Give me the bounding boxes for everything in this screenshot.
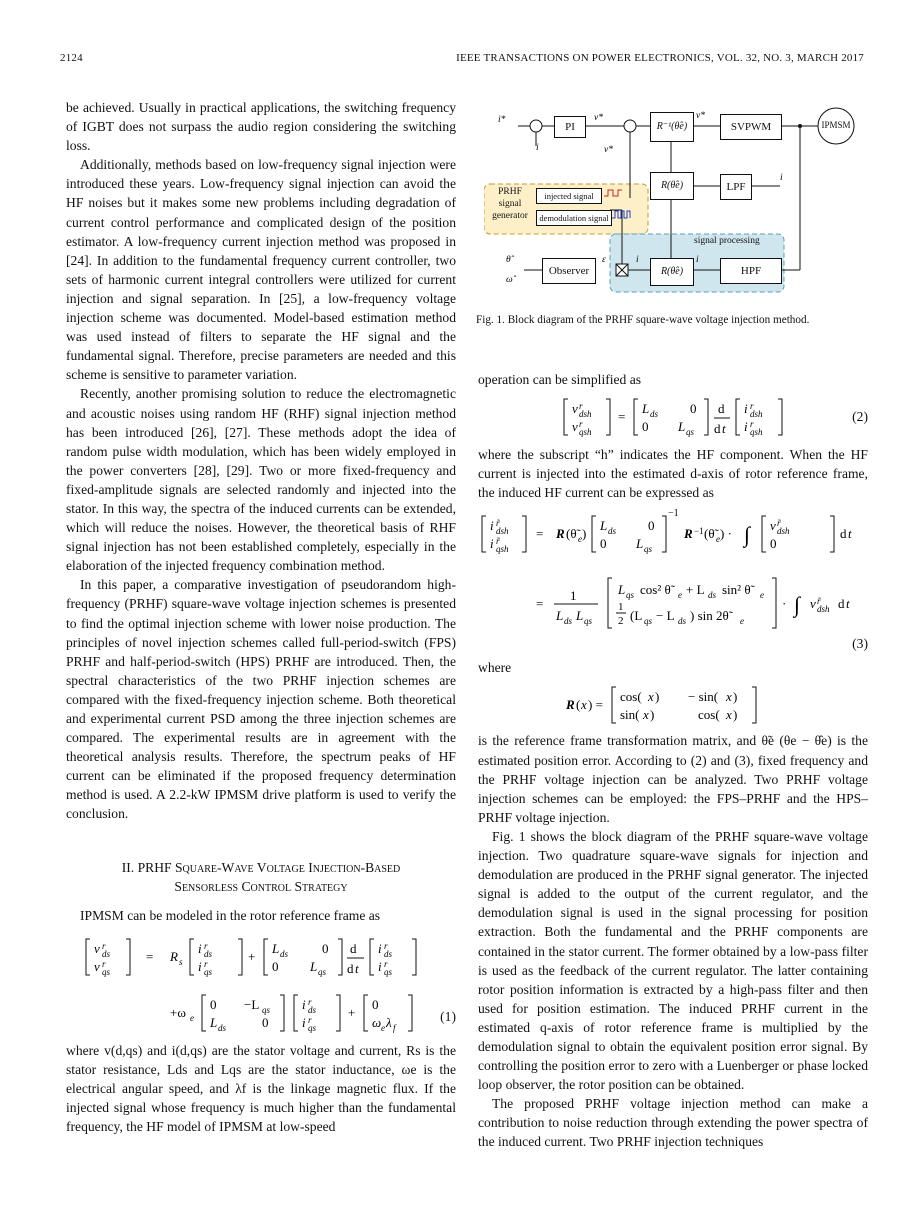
svg-text:): ) [650, 707, 655, 723]
svg-text:r: r [204, 940, 208, 951]
equation-2-graphic [478, 393, 808, 439]
svg-text:− sin(: − sin( [688, 689, 719, 705]
svg-text:∫: ∫ [794, 592, 801, 618]
svg-text:sin(: sin( [620, 707, 640, 723]
svg-text:r: r [102, 940, 106, 951]
svg-text:x: x [726, 689, 732, 705]
svg-text:R: R [566, 697, 575, 713]
lpf-block: LPF [720, 174, 752, 200]
svg-text:qsh: qsh [496, 544, 509, 555]
svg-text:x: x [726, 707, 732, 723]
svg-text:r: r [579, 401, 583, 412]
figure-1 [484, 100, 868, 296]
svg-text:x: x [581, 697, 587, 713]
r-block-lower: R(θ̂e) [650, 258, 694, 286]
svpwm-block: SVPWM [720, 114, 782, 140]
svg-text:r: r [308, 1014, 312, 1025]
svg-text:r̃: r̃ [817, 596, 821, 607]
svg-text:(θ̃: (θ̃ [566, 526, 577, 542]
svg-text:i: i [636, 255, 639, 265]
svg-text:dsh: dsh [579, 409, 592, 420]
svg-text:ds: ds [650, 409, 659, 420]
paragraph: IPMSM can be modeled in the rotor reference frame as [80, 907, 381, 923]
svg-text:dsh: dsh [777, 526, 790, 537]
svg-text:0: 0 [642, 419, 649, 435]
equation-3 [478, 506, 868, 654]
svg-text:+ω: +ω [170, 1004, 186, 1020]
svg-text:qs: qs [644, 616, 653, 627]
section-heading: II. PRHF Square-Wave Voltage Injection-Based Sensorless Control Strategy [121, 859, 401, 894]
svg-text:λ: λ [386, 1014, 392, 1030]
svg-text:i: i [302, 996, 306, 1012]
r-block-middle: R(θ̂e) [650, 172, 694, 200]
svg-text:): ) [733, 689, 738, 705]
paragraph: be achieved. Usually in practical applications, the switching frequency of IGBT does not surpass the audio region considering the switching loss. [66, 100, 456, 154]
svg-text:0: 0 [600, 536, 607, 552]
svg-text:) sin 2θ̃: ) sin 2θ̃ [690, 608, 729, 624]
svg-text:ε: ε [602, 255, 606, 265]
svg-text:i: i [744, 401, 748, 417]
svg-text:v: v [94, 958, 100, 974]
svg-text:e: e [760, 590, 764, 601]
svg-text:e: e [678, 590, 682, 601]
svg-text:t: t [722, 421, 726, 437]
svg-text:qs: qs [102, 966, 111, 977]
svg-text:ω̂: ω̂ [506, 275, 513, 285]
demodulation-signal-box: demodulation signal [536, 210, 612, 226]
svg-text:v: v [572, 401, 578, 417]
svg-text:r: r [384, 958, 388, 969]
svg-text:ds: ds [204, 948, 213, 959]
svg-text:sin² θ̃: sin² θ̃ [722, 582, 751, 598]
svg-text:ds: ds [384, 948, 393, 959]
svg-text:r̃: r̃ [496, 518, 500, 529]
svg-text:qsh: qsh [750, 427, 763, 438]
svg-text:θ̂: θ̂ [506, 255, 511, 265]
svg-text:t: t [846, 596, 850, 612]
svg-text:ds: ds [102, 948, 111, 959]
svg-text:x: x [643, 707, 649, 723]
svg-text:=: = [146, 948, 154, 964]
svg-text:): ) [733, 707, 738, 723]
svg-text:0: 0 [210, 996, 217, 1012]
svg-text:e: e [740, 616, 744, 627]
svg-text:=: = [536, 526, 544, 542]
equation-r [478, 681, 868, 727]
svg-text:ds: ds [608, 526, 617, 537]
svg-text:e: e [381, 1022, 385, 1033]
svg-text:R: R [170, 948, 178, 964]
svg-text:qs: qs [318, 966, 327, 977]
svg-text:+: + [248, 948, 256, 964]
svg-text:v: v [94, 940, 100, 956]
svg-text:v: v [770, 518, 776, 534]
svg-text:ds: ds [308, 1004, 317, 1015]
svg-text:r: r [750, 401, 754, 412]
injected-signal-box: injected signal [536, 188, 602, 204]
svg-text:(L: (L [630, 608, 643, 624]
svg-text:1: 1 [618, 601, 624, 614]
svg-text:ds: ds [678, 616, 687, 627]
svg-text:e: e [190, 1012, 194, 1023]
svg-text:r: r [204, 958, 208, 969]
paragraph: Recently, another promising solution to reduce the electromagnetic and acoustic noises using random HF (RHF) signal injection method has been introduced [26], [27]. These methods adopt the idea of random pulse width modulation, which has been widely employed in the power converters [28], [29]. Two or more fixed-frequency and fixed-amplitude signals are selected randomly and injected into the stator. In this way, the spectra of the induced currents can be extended, which will reduce the noises. However, the theoretical basis of RHF signal injection has not been established completely, especially in the elaboration of the injected frequency combination method. [66, 386, 456, 574]
svg-text:0: 0 [272, 958, 279, 974]
svg-text:L: L [600, 518, 608, 534]
equation-1-graphic [66, 931, 456, 1037]
svg-text:r̃: r̃ [777, 518, 781, 529]
svg-text:1: 1 [570, 588, 577, 604]
svg-text:− L: − L [656, 608, 675, 624]
svg-text:i: i [378, 940, 382, 956]
svg-text:v: v [810, 596, 816, 612]
svg-text:L: L [310, 958, 318, 974]
svg-text:t: t [848, 526, 852, 542]
svg-text:d: d [347, 960, 354, 976]
svg-text:qs: qs [204, 966, 213, 977]
observer-block: Observer [542, 258, 596, 284]
svg-text:qs: qs [308, 1022, 317, 1033]
svg-text:qs: qs [384, 966, 393, 977]
paragraph: Additionally, methods based on low-frequency signal injection were introduced these years. Low-frequency signal injection can avoid the HF noises but it makes some new problems including degradation of current control performance and complicated design of the position estimator. A low-frequency current injection method was proposed in [24]. In addition to the fundamental frequency current controller, two sets of harmonic current integral controllers were utilized for current injection and signal separation. In [25], a low-frequency voltage injection scheme was documented. Model-based estimation method was used instead of filters to separate the HF signal and the fundamental signal. Therefore, precise parameters are needed and this scheme is sensitive to parameter variation. [66, 157, 456, 383]
svg-text:f: f [393, 1022, 396, 1033]
page-number: 2124 [60, 52, 83, 64]
svg-text:i: i [780, 173, 783, 183]
svg-text:0: 0 [262, 1014, 269, 1030]
svg-text:0: 0 [322, 940, 329, 956]
paragraph: where the subscript “h” indicates the HF component. When the HF current is injected into the estimated d-axis of rotor reference frame, the induced HF current can be expressed as [478, 447, 868, 501]
ipmsm-label: IPMSM [821, 120, 851, 130]
svg-text:ω: ω [372, 1014, 382, 1030]
svg-text:v*: v* [594, 113, 603, 123]
svg-text:) ·: ) · [720, 526, 732, 542]
paragraph: where [478, 660, 512, 676]
svg-text:d: d [838, 596, 845, 612]
hpf-block: HPF [720, 258, 782, 284]
svg-text:i: i [696, 255, 699, 265]
svg-text:i*: i* [498, 115, 506, 125]
svg-text:v*: v* [604, 145, 613, 155]
svg-text:qs: qs [644, 544, 653, 555]
paragraph: The proposed PRHF voltage injection method can make a contribution to noise reduction through extending the power spectra of the induced current. Two PRHF injection techniques [478, 1096, 868, 1150]
svg-text:−1: −1 [694, 526, 704, 537]
svg-text:cos(: cos( [620, 689, 642, 705]
svg-text:r: r [579, 419, 583, 430]
pi-block: PI [554, 116, 586, 138]
svg-text:L: L [272, 940, 280, 956]
equation-number: (1) [440, 1008, 456, 1024]
svg-text:e: e [716, 534, 720, 545]
svg-text:ds: ds [564, 616, 573, 627]
svg-text:d: d [718, 401, 725, 417]
svg-text:i: i [378, 958, 382, 974]
paragraph: where v(d,qs) and i(d,qs) are the stator voltage and current, Rs is the stator resistance, Lds and Lqs are the stator inductance, ωe is the electrical angular speed, and λf is the linkage magnetic flux. If the injected signal whose frequency is much higher than the fundamental frequency, the HF model of IPMSM at low-speed [66, 1042, 456, 1135]
right-column [478, 370, 868, 1152]
svg-text:L: L [556, 608, 564, 624]
svg-text:L: L [636, 536, 644, 552]
paragraph: operation can be simplified as [478, 372, 642, 387]
svg-text:i: i [198, 940, 202, 956]
svg-text:r: r [308, 996, 312, 1007]
svg-text:L: L [210, 1014, 218, 1030]
svg-text:−L: −L [244, 996, 260, 1012]
svg-text:dsh: dsh [817, 604, 830, 615]
svg-text:L: L [678, 419, 686, 435]
svg-text:dsh: dsh [750, 409, 763, 420]
svg-text:): ) [655, 689, 660, 705]
paragraph: Fig. 1 shows the block diagram of the PRHF square-wave voltage injection. Two quadrature square-wave signals for injection and demodulation are produced in the PRHF signal generator. The injected signal is added to the output of the current regulator, and the demodulation signal is used in the signal processing for position extraction. Both the fundamental and the PRHF components are contained in the stator current. The former obtained by a low-pass filter is used as the feedback of the current regulator. The latter containing rotor position information is extracted by a high-pass filter and then used for position estimation. The induced PRHF current in the estimated q-axis of rotor reference frame is multiplied by the demodulation signal to obtain the equivalent position error signal. By controlling the position error to zero with a Luenberger or phase locked loop observer, the rotor position can be obtained. [478, 828, 868, 1093]
svg-text:e: e [578, 534, 582, 545]
svg-text:r: r [384, 940, 388, 951]
svg-text:qs: qs [686, 427, 695, 438]
left-column [66, 98, 456, 1136]
svg-text:R: R [556, 526, 565, 542]
svg-text:i: i [536, 143, 539, 153]
svg-text:cos(: cos( [698, 707, 720, 723]
svg-text:L: L [642, 401, 650, 417]
svg-text:r: r [750, 419, 754, 430]
svg-text:v: v [572, 419, 578, 435]
svg-text:i: i [302, 1014, 306, 1030]
svg-text:=: = [536, 596, 544, 612]
equation-2 [478, 393, 868, 439]
svg-text:L: L [618, 582, 626, 598]
svg-text:+ L: + L [686, 582, 705, 598]
svg-text:qsh: qsh [579, 427, 592, 438]
svg-text:r̃: r̃ [496, 536, 500, 547]
svg-text:∫: ∫ [744, 522, 751, 548]
svg-text:(: ( [576, 697, 581, 713]
equation-r-graphic [478, 681, 808, 727]
svg-text:=: = [618, 409, 626, 425]
svg-text:qs: qs [584, 616, 593, 627]
svg-text:r: r [102, 958, 106, 969]
equation-1 [66, 931, 456, 1037]
svg-text:ds: ds [280, 948, 289, 959]
svg-text:qs: qs [262, 1004, 271, 1015]
svg-text:ds: ds [218, 1022, 227, 1033]
svg-text:0: 0 [372, 996, 379, 1012]
svg-text:) =: ) = [588, 697, 603, 713]
svg-text:0: 0 [690, 401, 697, 417]
signal-processing-label: signal processing [694, 236, 760, 246]
svg-text:i: i [490, 518, 494, 534]
paragraph: In this paper, a comparative investigation of pseudorandom high-frequency (PRHF) square-wave voltage injection schemes is presented to find the optimal injection scheme with lower noise production. The principles of novel injection schemes called full-period-switch (FPS) PRHF and half-period-switch (HPS) PRHF are introduced. Then, the spectral characteristics of the two PRHF injection schemes are compared with the fixed-frequency injection scheme. Both theoretical and experimental current PSD among the three injection schemes are compared. The experimental results are in agreement with the theoretical analysis results. Therefore, the spectrum peaks of HF current can be eliminated if the proposed frequency determination method is used. A 2.2-kW IPMSM drive platform is used to verify the conclusion. [66, 577, 456, 822]
svg-text:d: d [350, 940, 357, 956]
journal-header: IEEE TRANSACTIONS ON POWER ELECTRONICS, VOL. 32, NO. 3, MARCH 2017 [456, 52, 864, 64]
svg-text:−1: −1 [668, 508, 679, 520]
svg-text:s: s [179, 956, 183, 967]
svg-text:v*: v* [696, 111, 705, 121]
svg-text:·: · [782, 596, 787, 612]
svg-text:): ) [582, 526, 587, 542]
svg-text:d: d [840, 526, 847, 542]
figure-caption: Fig. 1. Block diagram of the PRHF square-wave voltage injection method. [476, 314, 810, 326]
svg-text:R: R [684, 526, 693, 542]
equation-3-graphic [478, 506, 868, 654]
svg-text:d: d [714, 421, 721, 437]
svg-text:cos² θ̃: cos² θ̃ [640, 582, 671, 598]
r-inverse-block: R⁻¹(θ̂e) [650, 112, 694, 142]
svg-text:2: 2 [618, 615, 624, 628]
svg-text:dsh: dsh [496, 526, 509, 537]
svg-text:i: i [744, 419, 748, 435]
prhf-generator-label: PRHF signal generator [492, 187, 528, 221]
svg-text:qs: qs [626, 590, 635, 601]
svg-text:ds: ds [708, 590, 717, 601]
svg-text:0: 0 [648, 518, 655, 534]
svg-text:L: L [576, 608, 584, 624]
paragraph: is the reference frame transformation matrix, and θ̃e (θe − θ̂e) is the estimated position error. According to (2) and (3), fixed frequency and the PRHF voltage injection can be analyzed. Two PRHF voltage injection schemes can be employed: the FPS–PRHF and the HPS–PRHF voltage injection. [478, 733, 868, 825]
svg-text:+: + [348, 1004, 356, 1020]
svg-text:x: x [648, 689, 654, 705]
svg-text:i: i [490, 536, 494, 552]
svg-text:(θ̃: (θ̃ [704, 526, 715, 542]
equation-number: (3) [852, 636, 868, 652]
svg-text:i: i [198, 958, 202, 974]
svg-text:t: t [355, 960, 359, 976]
equation-number: (2) [852, 409, 868, 425]
svg-text:0: 0 [770, 536, 777, 552]
